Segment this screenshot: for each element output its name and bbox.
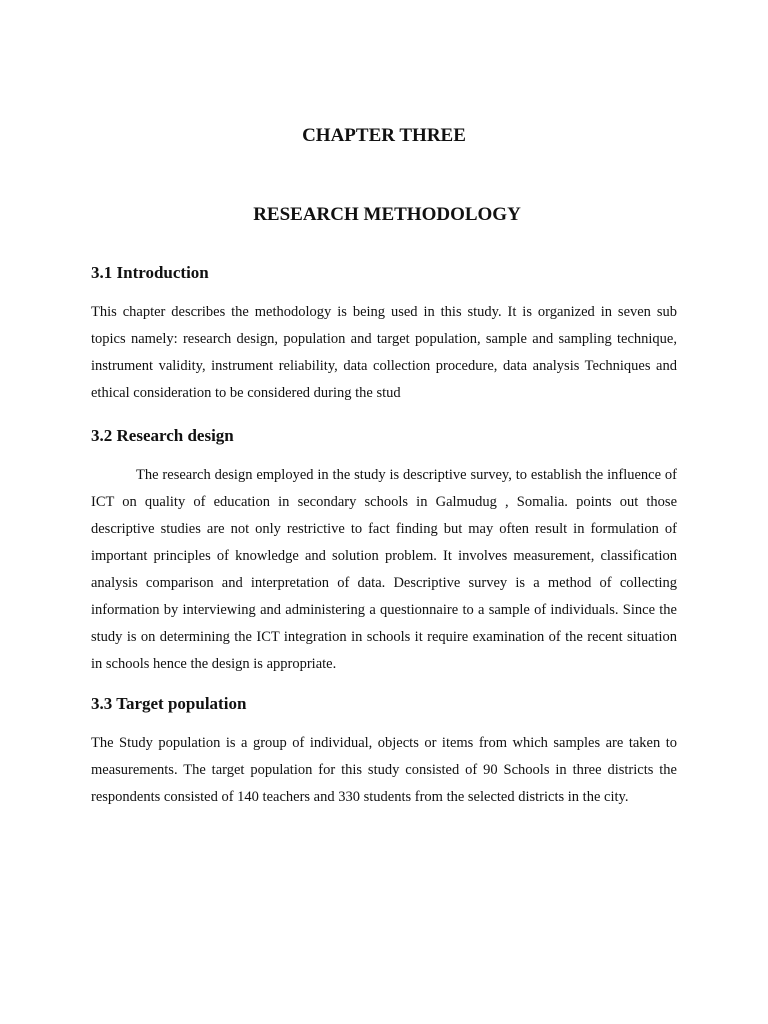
section-body-introduction: This chapter describes the methodology is being used in this study. It is organized in seven sub topics namely: research design, population and target population, sample and sampling technique, instrument validity, instrument reliability, data collection procedure, data analysis Techniques and ethical consideration to be considered during the stud — [91, 304, 677, 401]
section-heading-introduction: 3.1 Introduction — [91, 263, 209, 282]
section-heading-research-design: 3.2 Research design — [91, 426, 234, 445]
section-body-target-population: The Study population is a group of individual, objects or items from which samples are taken to measurements. The target population for this study consisted of 90 Schools in three districts the respondents consisted of 140 teachers and 330 students from the selected districts in the city. — [91, 735, 677, 805]
chapter-title: CHAPTER THREE — [302, 125, 466, 146]
chapter-subtitle: RESEARCH METHODOLOGY — [253, 204, 521, 225]
section-body-research-design: The research design employed in the study is descriptive survey, to establish the influence of ICT on quality of education in secondary schools in Galmudug , Somalia. points out those descriptive studies are not only restrictive to fact finding but may often result in formulation of important principles of knowledge and solution problem. It involves measurement, classification analysis comparison and interpretation of data. Descriptive survey is a method of collecting information by interviewing and administering a questionnaire to a sample of individuals. Since the study is on determining the ICT integration in schools it require examination of the recent situation in schools hence the design is appropriate. — [91, 467, 677, 672]
section-heading-target-population: 3.3 Target population — [91, 694, 247, 713]
